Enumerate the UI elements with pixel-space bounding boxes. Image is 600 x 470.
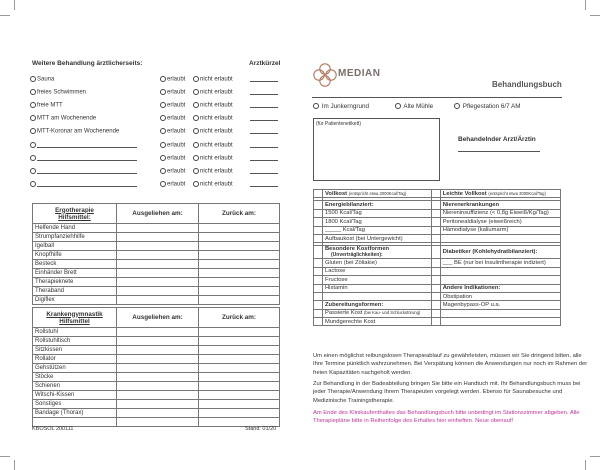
aid-name: Rollstuhl <box>33 328 117 337</box>
diet-right-cell: Diabetiker (Kohlehydratbilanziert): <box>440 246 560 259</box>
option-not-allowed[interactable]: nicht erlaubt <box>193 128 233 135</box>
title-divider <box>312 97 562 98</box>
diet-right-cell <box>440 234 560 242</box>
return-date-cell[interactable] <box>199 337 280 346</box>
option-not-allowed[interactable]: nicht erlaubt <box>193 142 233 149</box>
permission-row <box>30 127 280 137</box>
lent-date-cell[interactable] <box>117 391 199 400</box>
aid-row <box>33 224 280 233</box>
diet-checkbox[interactable] <box>314 190 323 198</box>
radio-icon[interactable] <box>160 115 166 121</box>
aid-row <box>33 391 280 400</box>
option-allowed[interactable]: erlaubt <box>160 128 185 135</box>
median-logo-icon <box>312 62 338 88</box>
diet-checkbox[interactable] <box>431 259 440 267</box>
physician-initials-line[interactable] <box>250 173 278 174</box>
return-date-cell[interactable] <box>199 242 280 251</box>
diet-right-cell <box>440 276 560 284</box>
diet-left-header: Vollkost (entspricht etwa 2000Kcal/Tag) <box>323 190 432 198</box>
aid-name: Strumpfanziehhilfe <box>33 233 117 242</box>
option-allowed[interactable]: erlaubt <box>160 168 185 175</box>
aid-name: Besteck <box>33 260 117 269</box>
aid-row <box>33 364 280 373</box>
physician-initials-line[interactable] <box>250 147 278 148</box>
permission-row <box>30 101 280 111</box>
permission-row <box>30 75 280 85</box>
station-option[interactable]: Im Junkerngrund <box>313 103 369 110</box>
diet-checkbox[interactable] <box>431 309 440 317</box>
radio-icon[interactable] <box>30 76 36 82</box>
diet-left-cell: 1800 Kcal/Tag <box>323 218 432 226</box>
lent-date-cell[interactable] <box>117 364 199 373</box>
lent-date-cell[interactable] <box>117 269 199 278</box>
option-not-allowed[interactable]: nicht erlaubt <box>193 89 233 96</box>
return-date-cell[interactable] <box>199 382 280 391</box>
physio-aids-table <box>32 307 280 427</box>
document-title: Behandlungsbuch <box>492 80 562 89</box>
diet-right-cell: Magenbypass-OP u.a. <box>440 301 560 309</box>
radio-icon[interactable] <box>30 142 36 148</box>
aid-name: Rollstuhltisch <box>33 337 117 346</box>
station-option[interactable]: Pflegestation 6/7 AM <box>454 103 521 110</box>
crop-mark <box>590 456 600 457</box>
diet-checkbox[interactable] <box>314 267 323 275</box>
physician-initials-line[interactable] <box>250 107 278 108</box>
diet-checkbox[interactable] <box>314 309 323 317</box>
radio-icon[interactable] <box>193 181 199 187</box>
diet-checkbox[interactable] <box>431 246 440 259</box>
radio-icon[interactable] <box>193 168 199 174</box>
diet-row <box>314 301 561 309</box>
diet-right-cell <box>440 267 560 275</box>
diet-checkbox[interactable] <box>431 292 440 300</box>
aid-name: Witschi-Kissen <box>33 391 117 400</box>
option-allowed[interactable]: erlaubt <box>160 155 185 162</box>
physician-initials-line[interactable] <box>250 81 278 82</box>
physician-initials-line[interactable] <box>250 160 278 161</box>
return-date-cell[interactable] <box>199 373 280 382</box>
aid-row <box>33 296 280 305</box>
diet-row <box>314 292 561 300</box>
option-not-allowed[interactable]: nicht erlaubt <box>193 115 233 122</box>
aid-row <box>33 233 280 242</box>
diet-row <box>314 267 561 275</box>
lent-date-cell[interactable] <box>117 418 199 427</box>
treatment-blank-field[interactable] <box>37 181 137 187</box>
aid-row <box>33 287 280 296</box>
radio-icon[interactable] <box>160 181 166 187</box>
diet-checkbox[interactable] <box>314 218 323 226</box>
radio-icon[interactable] <box>193 89 199 95</box>
patient-label-box: (für Patientenetikett) <box>313 118 440 181</box>
doctor-signature-line[interactable] <box>458 151 540 152</box>
diet-checkbox[interactable] <box>314 292 323 300</box>
aid-name: Theraband <box>33 287 117 296</box>
diet-row <box>314 318 561 326</box>
diet-row <box>314 259 561 267</box>
diet-left-cell: 1500 Kcal/Tag <box>323 209 432 217</box>
notice-return-book: Am Ende des Klinikaufenthaltes das Behandlungsbuch bitte unbedingt im Stationszimmer abgeben. Alle Therapiepläne bitte in Reihenfolge des Erhaltes hier einheften. Neue obenauf! <box>313 410 580 425</box>
radio-icon[interactable] <box>160 128 166 134</box>
permission-row <box>30 167 280 177</box>
diet-checkbox[interactable] <box>314 301 323 309</box>
treatment-blank-field[interactable] <box>37 168 137 174</box>
diet-checkbox[interactable] <box>431 267 440 275</box>
radio-icon[interactable] <box>193 115 199 121</box>
diet-checkbox[interactable] <box>431 218 440 226</box>
diet-left-cell: Mundgerechte Kost <box>323 318 432 326</box>
diet-row <box>314 309 561 317</box>
radio-icon[interactable] <box>30 89 36 95</box>
return-date-cell[interactable] <box>199 364 280 373</box>
diet-left-cell: Passierte Kost (bei Kau- und Schluckstörung) <box>323 309 432 317</box>
lent-date-cell[interactable] <box>117 296 199 305</box>
diet-left-cell <box>323 292 432 300</box>
radio-icon[interactable] <box>160 89 166 95</box>
option-allowed[interactable]: erlaubt <box>160 76 185 83</box>
diet-checkbox[interactable] <box>314 246 323 259</box>
aid-row <box>33 373 280 382</box>
aid-name: Rollator <box>33 355 117 364</box>
crop-mark <box>585 460 586 470</box>
diet-right-cell <box>440 309 560 317</box>
diet-right-cell: Nierenerkrankungen <box>440 201 560 209</box>
treatment-name: MTT-Koronar am Wochenende <box>37 128 120 135</box>
treatment-name: Sauna <box>37 76 55 83</box>
lent-date-cell[interactable] <box>117 355 199 364</box>
diet-left-cell: Besondere Kostformen (Unverträglichkeiten): <box>323 246 432 259</box>
aid-name: Einhänder Brett <box>33 269 117 278</box>
crop-mark <box>590 15 600 16</box>
diet-right-cell: ___ BE (nur bei Insulintherapie indiziert) <box>440 259 560 267</box>
treatment-name: MTT am Wochenende <box>37 115 97 122</box>
return-date-cell[interactable] <box>199 278 280 287</box>
lent-date-cell[interactable] <box>117 260 199 269</box>
radio-icon[interactable] <box>30 115 36 121</box>
return-date-cell[interactable] <box>199 269 280 278</box>
aid-row <box>33 400 280 409</box>
diet-row <box>314 284 561 292</box>
option-not-allowed[interactable]: nicht erlaubt <box>193 102 233 109</box>
diet-header-row <box>314 190 561 198</box>
aid-row <box>33 251 280 260</box>
diet-checkbox[interactable] <box>431 234 440 242</box>
notice-punctuality: Um einen möglichst reibungslosen Therapieablauf zu gewährleisten, müssen wir Sie dringend bitten, alle Ihre Termine pünktlich wahrzunehmen. Bei Verspätung können die Anwendungen nur noch im Rahmen der freien Kapazitäten nachgeholt werden. <box>313 353 588 376</box>
diet-left-cell: Gluten (bei Zöliakie) <box>323 259 432 267</box>
aid-row <box>33 278 280 287</box>
option-not-allowed[interactable]: nicht erlaubt <box>193 155 233 162</box>
aid-name: Digiflex <box>33 296 117 305</box>
physician-initials-line[interactable] <box>250 120 278 121</box>
radio-icon[interactable] <box>193 102 199 108</box>
diet-table <box>313 189 561 326</box>
radio-icon[interactable] <box>160 142 166 148</box>
diet-left-cell: _____ Kcal/Tag <box>323 226 432 234</box>
doctor-label: Behandelnder Arzt/Ärztin <box>458 136 536 143</box>
radio-icon[interactable] <box>160 155 166 161</box>
aid-row <box>33 328 280 337</box>
permission-row <box>30 180 280 190</box>
lent-date-cell[interactable] <box>117 224 199 233</box>
radio-icon[interactable] <box>193 155 199 161</box>
option-allowed[interactable]: erlaubt <box>160 115 185 122</box>
crop-mark <box>0 15 10 16</box>
return-date-cell[interactable] <box>199 251 280 260</box>
aid-row <box>33 409 280 418</box>
diet-row <box>314 234 561 242</box>
diet-row <box>314 201 561 209</box>
aid-row <box>33 337 280 346</box>
station-option[interactable]: Alte Mühle <box>395 103 433 110</box>
diet-checkbox[interactable] <box>314 201 323 209</box>
return-date-cell[interactable] <box>199 296 280 305</box>
aid-name: Igelball <box>33 242 117 251</box>
lent-date-cell[interactable] <box>117 337 199 346</box>
ergo-col-lent: Ausgeliehen am: <box>117 204 199 224</box>
form-version: Stand: 01/20 <box>245 426 277 432</box>
diet-checkbox[interactable] <box>314 209 323 217</box>
permission-row <box>30 154 280 164</box>
radio-icon[interactable] <box>160 168 166 174</box>
crop-mark <box>14 0 15 10</box>
lent-date-cell[interactable] <box>117 233 199 242</box>
aid-row <box>33 382 280 391</box>
radio-icon[interactable] <box>160 76 166 82</box>
lent-date-cell[interactable] <box>117 373 199 382</box>
lent-date-cell[interactable] <box>117 382 199 391</box>
kg-header: Krankengymnastik Hilfsmittel <box>33 308 117 328</box>
return-date-cell[interactable] <box>199 346 280 355</box>
aid-name: Therapieknete <box>33 278 117 287</box>
return-date-cell[interactable] <box>199 391 280 400</box>
radio-icon[interactable] <box>313 103 319 109</box>
kg-col-lent: Ausgeliehen am: <box>117 308 199 328</box>
aid-name: Sitzkissen <box>33 346 117 355</box>
diet-checkbox[interactable] <box>314 318 323 326</box>
option-allowed[interactable]: erlaubt <box>160 102 185 109</box>
aid-name: Stöcke <box>33 373 117 382</box>
aid-row <box>33 269 280 278</box>
physician-initials-line[interactable] <box>250 186 278 187</box>
permission-row <box>30 114 280 124</box>
lent-date-cell[interactable] <box>117 251 199 260</box>
radio-icon[interactable] <box>193 128 199 134</box>
aid-row <box>33 355 280 364</box>
aid-name: Gehstützen <box>33 364 117 373</box>
physician-initials-line[interactable] <box>250 94 278 95</box>
diet-checkbox[interactable] <box>431 209 440 217</box>
return-date-cell[interactable] <box>199 287 280 296</box>
return-date-cell[interactable] <box>199 355 280 364</box>
diet-row <box>314 246 561 259</box>
brand-name: MEDIAN <box>338 68 381 79</box>
lent-date-cell[interactable] <box>117 278 199 287</box>
radio-icon[interactable] <box>30 181 36 187</box>
option-not-allowed[interactable]: nicht erlaubt <box>193 76 233 83</box>
diet-checkbox[interactable] <box>314 284 323 292</box>
lent-date-cell[interactable] <box>117 409 199 418</box>
permission-row <box>30 141 280 151</box>
return-date-cell[interactable] <box>199 328 280 337</box>
treatment-blank-field[interactable] <box>37 155 137 161</box>
radio-icon[interactable] <box>160 102 166 108</box>
diet-row <box>314 226 561 234</box>
aid-name: Knopfhilfe <box>33 251 117 260</box>
treatment-name: freies Schwimmen <box>37 89 87 96</box>
radio-icon[interactable] <box>193 142 199 148</box>
return-date-cell[interactable] <box>199 233 280 242</box>
return-date-cell[interactable] <box>199 409 280 418</box>
return-date-cell[interactable] <box>199 260 280 269</box>
option-allowed[interactable]: erlaubt <box>160 89 185 96</box>
signature-header: Arztkürzel <box>249 60 281 67</box>
crop-mark <box>14 460 15 470</box>
ergo-header: Ergotherapie Hilfsmittel: <box>33 204 117 224</box>
diet-left-cell: Zubereitungsformen: <box>323 301 432 309</box>
diet-row <box>314 276 561 284</box>
crop-mark <box>0 456 10 457</box>
diet-checkbox[interactable] <box>431 190 440 198</box>
diet-left-cell: Lactose <box>323 267 432 275</box>
radio-icon[interactable] <box>30 155 36 161</box>
aid-name: Schienen <box>33 382 117 391</box>
permission-row <box>30 88 280 98</box>
ergo-col-returned: Zurück am: <box>199 204 280 224</box>
radio-icon[interactable] <box>30 168 36 174</box>
radio-icon[interactable] <box>395 103 401 109</box>
lent-date-cell[interactable] <box>117 287 199 296</box>
treatment-name: freie MTT <box>37 102 63 109</box>
diet-right-cell <box>440 318 560 326</box>
option-not-allowed[interactable]: nicht erlaubt <box>193 168 233 175</box>
diet-right-cell: Hämodialyse (kaliumarm) <box>440 226 560 234</box>
option-not-allowed[interactable]: nicht erlaubt <box>193 181 233 188</box>
kg-col-returned: Zurück am: <box>199 308 280 328</box>
lent-date-cell[interactable] <box>117 400 199 409</box>
lent-date-cell[interactable] <box>117 328 199 337</box>
diet-right-header: Leichte Vollkost (entspricht etwa 2000Kcal/Tag) <box>440 190 560 198</box>
aid-row <box>33 242 280 251</box>
diet-row <box>314 209 561 217</box>
diet-right-cell: Peritonealdialyse (eiweißreich) <box>440 218 560 226</box>
diet-checkbox[interactable] <box>314 234 323 242</box>
diet-left-cell: Energiebilanziert: <box>323 201 432 209</box>
diet-left-cell: Histamin <box>323 284 432 292</box>
diet-row <box>314 218 561 226</box>
diet-checkbox[interactable] <box>431 226 440 234</box>
aid-row <box>33 346 280 355</box>
option-allowed[interactable]: erlaubt <box>160 181 185 188</box>
aid-name: Sonstiges <box>33 400 117 409</box>
radio-icon[interactable] <box>30 102 36 108</box>
diet-checkbox[interactable] <box>431 301 440 309</box>
diet-checkbox[interactable] <box>431 201 440 209</box>
aid-row <box>33 260 280 269</box>
diet-right-cell: Andere Indikationen: <box>440 284 560 292</box>
radio-icon[interactable] <box>454 103 460 109</box>
return-date-cell[interactable] <box>199 400 280 409</box>
diet-checkbox[interactable] <box>314 226 323 234</box>
diet-right-cell: Niereninsuffizienz (< 0,8g Eiweiß/Kg/Tag) <box>440 209 560 217</box>
diet-checkbox[interactable] <box>314 259 323 267</box>
physician-initials-line[interactable] <box>250 133 278 134</box>
diet-checkbox[interactable] <box>314 276 323 284</box>
diet-checkbox[interactable] <box>431 284 440 292</box>
radio-icon[interactable] <box>193 76 199 82</box>
form-code: KBOSOL 200111 <box>32 426 74 432</box>
treatment-blank-field[interactable] <box>37 142 137 148</box>
diet-checkbox[interactable] <box>431 276 440 284</box>
lent-date-cell[interactable] <box>117 242 199 251</box>
permissions-title: Weitere Behandlung ärztlicherseits: <box>32 60 143 67</box>
option-allowed[interactable]: erlaubt <box>160 142 185 149</box>
diet-left-cell: Aufbaukost (bei Untergewicht) <box>323 234 432 242</box>
radio-icon[interactable] <box>30 128 36 134</box>
crop-mark <box>585 0 586 10</box>
diet-left-cell: Fructose <box>323 276 432 284</box>
aid-name: Bandage (Thorax) <box>33 409 117 418</box>
ergotherapy-aids-table <box>32 203 280 305</box>
aid-name: Helfende Hand <box>33 224 117 233</box>
lent-date-cell[interactable] <box>117 346 199 355</box>
diet-right-cell: Obstipation <box>440 292 560 300</box>
notice-towel: Zur Behandlung in der Badeabteilung bringen Sie bitte ein Handtuch mit. Ihr Behandlungsbuch muss bei jeder Therapie/Anwendung Ihrem Therapeuten vorgelegt werden. Ebenso für Saunabesuche und Medizinische Trainingstherapie. <box>313 381 581 404</box>
return-date-cell[interactable] <box>199 224 280 233</box>
diet-checkbox[interactable] <box>431 318 440 326</box>
